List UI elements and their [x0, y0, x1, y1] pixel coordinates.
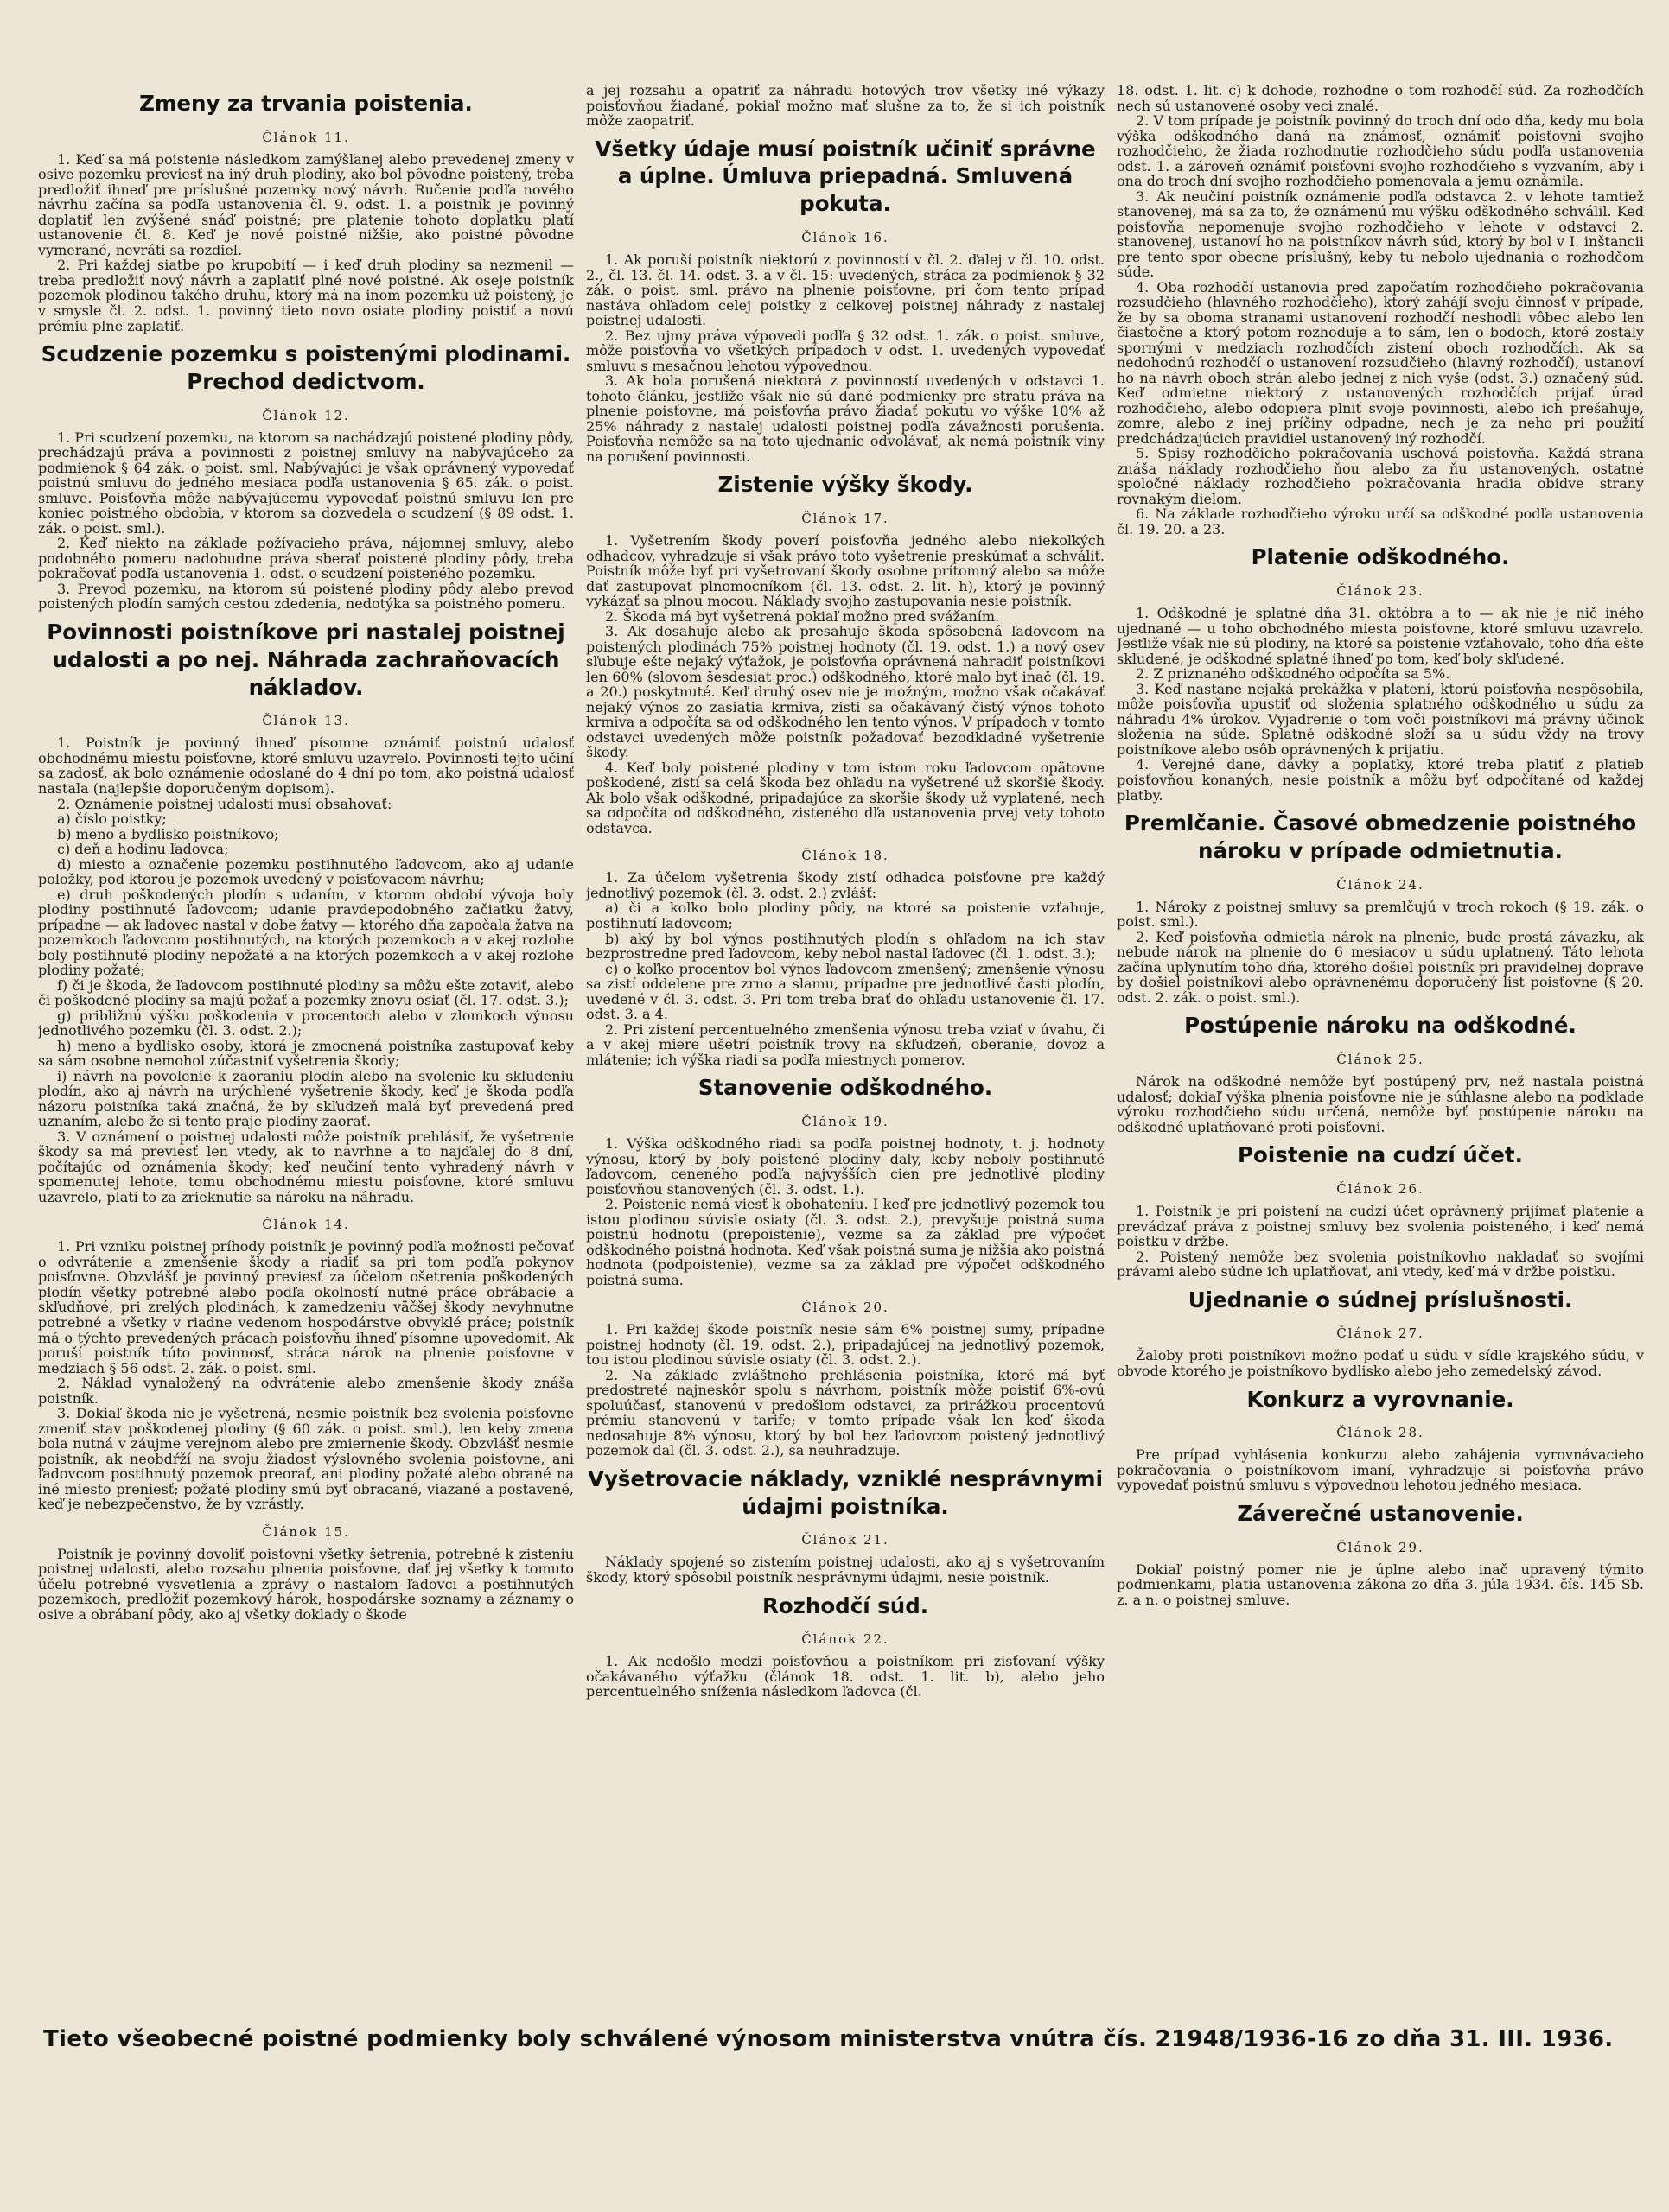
paragraph: 4. Oba rozhodčí ustanovia pred započatím rozhodčieho pokračovania rozsudčieho (hlavného rozhodčieho), ktorý zahájí svoju činnosť v prípade, že by sa oboma stranami ustanovení rozhodčí neshodli vôbec alebo len čiastočne a ktorý potom rozhoduje a to sám, len o bodoch, ktoré zostaly spornými v medziach rozhodčích zistení oboch rozhodčích. Ak sa nedohodnú rozhodčí o ustanovení rozsudčieho (hlavný rozhodčí), ustanoví ho na návrh oboch strán alebo jednej z nich vyše (odst. 3.) označený súd. Keď odmietne niektorý z ustanovených rozhodčích prijať úrad rozhodčieho, alebo odopiera plniť svoje povinnosti, alebo ich prešahuje, zomre, alebo z inej príčiny odpadne, nech je za neho pri použití predchádzajúcich pravidiel ustanovený iný rozhodčí. — [1117, 278, 1644, 447]
article-number: Článok 25. — [1336, 1052, 1424, 1068]
section-heading: Všetky údaje musí poistník učiniť správne a úplne. Úmluva priepadná. Smluvená pokuta. — [595, 136, 1096, 217]
paragraph: 2. V tom prípade je poistník povinný do troch dní odo dňa, kedy mu bola výška odškodného daná na známosť, oznámiť poisťovni svojho rozhodčieho, že žiada rozhodnutie rozhodčieho súdu podľa ustanovenia odst. 1. a zároveň oznámiť poisťovni svojho rozhodčieho s vyzvaním, aby i ona do troch dní svojho rozhodčieho pomenovala a jemu oznámila. — [1117, 112, 1644, 190]
text-columns — [38, 83, 1644, 2018]
paragraph: 3. Prevod pozemku, na ktorom sú poistené plodiny pôdy alebo prevod poistených plodín samých cestou zdedenia, nedotýka sa poistného pomeru. — [38, 580, 574, 613]
paragraph: Náklady spojené so zistením poistnej udalosti, ako aj s vyšetrovaním škody, ktorý spôsobil poistník nesprávnymi údajmi, nesie poistník. — [586, 1554, 1105, 1586]
section-heading: Zistenie výšky škody. — [717, 472, 973, 498]
paragraph: e) druh poškodených plodín s udaním, v ktorom období vývoja boly plodiny postihnuté ľadovcom; udanie pravdepodobného začiatku žatvy, prípadne — ak ľadovec nastal v dobe žatvy — ktorého dňa započala žatva na pozemkoch ľadovcom postihnutých, na ktorých pozemkoch a v akej rozlohe boly postihnuté plodiny nepožaté a na ktorých pozemkoch a v akej rozlohe plodiny požaté; — [38, 886, 574, 979]
paragraph: 4. Keď boly poistené plodiny v tom istom roku ľadovcom opätovne poškodené, zistí sa celá škoda bez ohľadu na vyšetrené už skoršie škody. Ak bolo však odškodné, pripadajúce za skoršie škody už vyplatené, nech sa odpočíta od odškodného, zisteného dľa ustanovenia prvej vety tohoto odstavca. — [586, 759, 1105, 836]
paragraph: 2. Škoda má byť vyšetrená pokiaľ možno pred svážaním. — [605, 607, 1000, 625]
section-heading: Zmeny za trvania poistenia. — [139, 91, 473, 116]
paragraph: 5. Spisy rozhodčieho pokračovania uschová poisťovňa. Každá strana znáša náklady rozhodčieho ňou alebo za ňu ustanovených, ostatné spoločné náklady rozhodčieho pokračovania hradia obidve strany rovnakým dielom. — [1117, 445, 1644, 507]
paragraph: 2. Poistený nemôže bez svolenia poistníkovho nakladať so svojími právami alebo súdne ich uplatňovať, ani vtedy, keď má v držbe poistku. — [1117, 1248, 1644, 1281]
paragraph: 18. odst. 1. lit. c) k dohode, rozhodne o tom rozhodčí súd. Za rozhodčích nech sú ustanovené osoby veci znalé. — [1117, 83, 1644, 114]
article-number: Článok 19. — [801, 1114, 889, 1129]
section-heading: Povinnosti poistníkove pri nastalej poistnej udalosti a po nej. Náhrada zachraňovacích nákladov. — [47, 619, 565, 700]
section-heading: Stanovenie odškodného. — [698, 1075, 993, 1101]
article-number: Článok 17. — [801, 511, 889, 527]
column-2 — [586, 83, 1105, 2018]
section-heading: Postúpenie nároku na odškodné. — [1184, 1013, 1577, 1039]
paragraph: a) číslo poistky; — [57, 810, 167, 828]
paragraph: 2. Poistenie nemá viesť k obohateniu. I keď pre jednotlivý pozemok tou istou plodinou súvisle osiaty (čl. 3. odst. 2.), prevyšuje poistná suma poistnú hodnotu (prepoistenie), vezme sa za základ pre výpočet odškodného poistná hodnota. Keď však poistná suma je nižšia ako poistná hodnota (podpoistenie), vezme sa za základ pre výpočet odškodného poistná suma. — [586, 1196, 1105, 1288]
paragraph: 1. Výška odškodného riadi sa podľa poistnej hodnoty, t. j. hodnoty výnosu, ktorý by boly poistené plodiny daly, keby neboly postihnuté ľadovcom, ceneného podľa najvyšších cien pre jednotlivé plodiny poisťovňou stanovených (čl. 3. odst. 1.). — [586, 1135, 1105, 1198]
footer-approval-note: Tieto všeobecné poistné podmienky boly schválené výnosom ministerstva vnútra čís. 21948/1936-16 zo dňa 31. III. 1936. — [43, 2026, 1614, 2052]
paragraph: a) či a koľko bolo plodiny pôdy, na ktoré sa poistenie vzťahuje, postihnutí ľadovcom; — [586, 899, 1105, 931]
paragraph: 1. Pri vzniku poistnej príhody poistník je povinný podľa možnosti pečovať o odvrátenie a zmenšenie škody a riadiť sa pri tom podľa pokynov poisťovne. Obzvlášť je povinný previesť za účelom ošetrenia poškodených plodín všetky potrebné alebo podľa okolností nutné práce obrábacie a skľudňové, pri zrelých plodinách, k zamedzeniu väčšej škody nevyhnutne potrebné a všetky v riadne vedenom hospodárstve obvyklé práce; poistník má o týchto prevedených prácach poisťovňu ihneď písomne upovedomiť. Ak poruší poistník túto povinnosť, stráca nárok na plnenie poisťovne v medziach § 56 odst. 2. zák. o poist. sml. — [38, 1238, 574, 1376]
paragraph: h) meno a bydlisko osoby, ktorá je zmocnená poistníka zastupovať keby sa sám osobne nemohol zúčastniť vyšetrenia škody; — [38, 1037, 574, 1070]
paragraph: 2. Pri každej siatbe po krupobití — i keď druh plodiny sa nezmenil — treba predložiť nový návrh a zaplatiť plné nové poistné. Ak oseje poistník pozemok plodinou takého druhu, ktorý má na inom pozemku už poistený, je v smysle čl. 2. odst. 1. povinný tieto novo osiate plodiny poistiť a novú prémiu plne zaplatiť. — [38, 257, 574, 334]
article-number: Článok 29. — [1336, 1539, 1424, 1555]
article-number: Článok 21. — [801, 1532, 889, 1548]
section-heading: Ujednanie o súdnej príslušnosti. — [1188, 1287, 1573, 1313]
paragraph: a jej rozsahu a opatriť za náhradu hotových trov všetky iné výkazy poisťovňou žiadané, pokiaľ možno mať slušne za to, že si ich poistník môže zaopatriť. — [586, 83, 1105, 130]
paragraph: Poistník je povinný dovoliť poisťovni všetky šetrenia, potrebné k zisteniu poistnej udalosti, alebo rozsahu plnenia poisťovne, dať jej všetky k tomuto účelu potrebné vysvetlenia a zprávy o nastalom ľadovci a postihnutých pozemkoch, predložiť pozemkový hárok, hospodárske soznamy a záznamy o osive a obrábaní pôdy, ako aj všetky doklady o škode — [38, 1545, 574, 1623]
paragraph: 2. Pri zistení percentuelného zmenšenia výnosu treba vziať v úvahu, či a v akej miere ušetrí poistník trovy na skľudzeň, oberanie, dovoz a mlátenie; ich výška riadi sa podľa miestnych pomerov. — [586, 1020, 1105, 1068]
paragraph: 1. Odškodné je splatné dňa 31. októbra a to — ak nie je nič iného ujednané — u toho obchodného miesta poisťovne, ktoré smluvu uzavrelo. Jestliže však nie sú plodiny, na ktoré sa poistenie vzťahovalo, toho dňa ešte skľudené, je odškodné splatné ihneď po tom, keď boly skľudené. — [1117, 605, 1644, 667]
paragraph: Žaloby proti poistníkovi možno podať u súdu v sídle krajského súdu, v obvode ktorého je poistníkovo bydlisko alebo jeho zemedelský závod. — [1117, 1347, 1644, 1379]
article-number: Článok 26. — [1336, 1181, 1424, 1198]
article-number: Článok 18. — [801, 848, 889, 864]
paragraph: 3. Dokiaľ škoda nie je vyšetrená, nesmie poistník bez svolenia poisťovne zmeniť stav poškodenej plodiny (§ 60 zák. o poist. sml.), len keby zmena bola nutná v záujme verejnom alebo pre zmiernenie škody. Obzvlášť nesmie poistník, ak neobdŕží na svoju žiadosť výslovného svolenia poisťovne, ani ľadovcom postihnutý pozemok preorať, ani plodiny požaté alebo obrané na iné miesto preniesť; požaté plodiny smú byť obracané, viazané a postavené, keď je nebezpečenstvo, že by vzrástly. — [38, 1405, 574, 1513]
paragraph: 1. Nároky z poistnej smluvy sa premlčujú v troch rokoch (§ 19. zák. o poist. sml.). — [1117, 898, 1644, 931]
article-number: Článok 20. — [801, 1300, 889, 1316]
paragraph: 3. Ak bola porušená niektorá z povinností uvedených v odstavci 1. tohoto článku, jestliže však nie sú dané podmienky pre stratu práva na plnenie poisťovne, má poisťovňa právo žiadať pokutu vo výške 10% až 25% náhrady z nastalej udalosti poistnej podľa závažnosti porušenia. Poisťovňa nemôže sa na toto ujednanie odvolávať, ak nemá poistník viny na porušení povinnosti. — [586, 372, 1105, 465]
paragraph: i) návrh na povolenie k zaoraniu plodín alebo na svolenie ku skľudeniu plodín, ako aj návrh na urýchlené vyšetrenie škody, keď je škoda podľa názoru poistníka taká značná, že by skľudzeň malá byť prevedená pred uznaním, alebo že si tento praje plodiny zaorať. — [38, 1067, 574, 1130]
section-heading: Poistenie na cudzí účet. — [1238, 1142, 1523, 1168]
section-heading: Platenie odškodného. — [1251, 544, 1510, 570]
article-number: Článok 12. — [262, 407, 350, 423]
paragraph: 1. Vyšetrením škody poverí poisťovňa jedného alebo niekoľkých odhadcov, vyhradzuje si však právo toto vyšetrenie preskúmať a schváliť. Poistník môže byť pri vyšetrovaní škody osobne prítomný alebo sa môže dať zastupovať plnomocníkom (čl. 13. odst. 2. lit. h), ktorý je povinný vykázať sa plnou mocou. Náklady svojho zastupovania nesie poistník. — [586, 532, 1105, 610]
article-number: Článok 11. — [262, 129, 350, 145]
paragraph: c) deň a hodinu ľadovca; — [57, 841, 229, 858]
article-number: Článok 16. — [801, 230, 889, 246]
paragraph: 1. Poistník je pri poistení na cudzí účet oprávnený prijímať platenie a prevádzať práva z poistnej smluvy bez svolenia poisteného, i keď nemá poistku v držbe. — [1117, 1203, 1644, 1250]
section-heading: Scudzenie pozemku s poistenými plodinami. Prechod dedictvom. — [41, 341, 571, 394]
paragraph: 1. Keď sa má poistenie následkom zamýšľanej alebo prevedenej zmeny v osive pozemku previesť na iný druh plodiny, ako bol pôvodne poistený, treba predložiť ihneď pre príslušné pozemky nový návrh. Ručenie podľa nového návrhu začína sa podľa ustanovenia čl. 9. odst. 1. a poistník je povinný doplatiť len zvýšené snáď poistné; pre platenie tohoto doplatku platí ustanovenie čl. 8. Keď je nové poistné nižšie, ako poistné pôvodne vymerané, nevráti sa rozdiel. — [38, 150, 574, 258]
paragraph: 1. Ak nedošlo medzi poisťovňou a poistníkom pri zisťovaní výšky očakávaného výťažku (článok 18. odst. 1. lit. b), alebo jeho percentuelného sníženia následkom ľadovca (čl. — [586, 1653, 1105, 1700]
paragraph: b) aký by bol výnos postihnutých plodín s ohľadom na ich stav bezprostredne pred ľadovcom, keby nebol nastal ľadovec (čl. 1. odst. 3.); — [586, 930, 1105, 963]
paragraph: 3. Keď nastane nejaká prekážka v platení, ktorú poisťovňa nespôsobila, môže poisťovňa upustiť od složenia splatného odškodného u súdu za náhradu 4% úrokov. Vyjadrenie o tom voči poistníkovi má právny účinok složenia na súde. Splatné odškodné složí sa u súdu vždy na trovy poistníkove alebo osôb oprávnených k prijatiu. — [1117, 680, 1644, 758]
paragraph: 2. Keď poisťovňa odmietla nárok na plnenie, bude prostá závazku, ak nebude nárok na plnenie do 6 mesiacov u súdu uplatnený. Táto lehota začína uplynutím toho dňa, ktorého došiel poistník pri pravidelnej doprave by došiel poistníkovi alebo oprávnenému doporučený list poisťovne (§ 20. odst. 2. zák. o poist. sml.). — [1117, 928, 1644, 1006]
article-number: Článok 23. — [1336, 583, 1424, 600]
article-number: Článok 14. — [262, 1217, 350, 1233]
paragraph: 3. Ak dosahuje alebo ak presahuje škoda spôsobená ľadovcom na poistených plodinách 75% poistnej hodnoty (čl. 19. odst. 1.) a nový osev sľubuje ešte nejaký výťažok, je poisťovňa oprávnená nahradiť poistníkovi len 60% (slovom šesdesiat proc.) odškodného, ktoré malo byť inač (čl. 19. a 20.) poskytnuté. Keď druhý osev nie je možným, možno však očakávať nejaký výnos zo zasiatia krmiva, zisti sa očakávaný čistý výnos tohoto krmiva a odpočíta sa od odškodného len tento výnos. V prípadoch v tomto odstavci uvedených môže poistník požadovať bezodkladné vyšetrenie škody. — [586, 623, 1105, 761]
paragraph: 1. Pri scudzení pozemku, na ktorom sa nachádzajú poistené plodiny pôdy, prechádzajú práva a povinnosti z poistnej smluvy na nabývajúceho za podmienok § 64 zák. o poist. sml. Nabývajúci je však oprávnený vypovedať poistnú smluvu do jedného mesiaca podľa ustanovenia § 65. zák. o poist. smluve. Poisťovňa môže nabývajúcemu vypovedať poistnú smluvu len pre koniec poistného obdobia, v ktorom sa dozvedela o scudzení (§ 89 odst. 1. zák. o poist. sml.). — [38, 429, 574, 537]
section-heading: Premlčanie. Časové obmedzenie poistného nároku v prípade odmietnutia. — [1124, 810, 1637, 863]
article-number: Článok 24. — [1336, 876, 1424, 893]
paragraph: 2. Bez ujmy práva výpovedi podľa § 32 odst. 1. zák. o poist. smluve, môže poisťovňa vo všetkých prípadoch v odst. 1. uvedených vypovedať smluvu s mesačnou lehotou výpovednou. — [586, 327, 1105, 374]
section-heading: Záverečné ustanovenie. — [1237, 1500, 1524, 1526]
paragraph: Pre prípad vyhlásenia konkurzu alebo zahájenia vyrovnávacieho pokračovania o poistníkovom imaní, vyhradzuje si poisťovňa právo vypovedať poistnú smluvu s výpovednou lehotou jedného mesiaca. — [1117, 1446, 1644, 1494]
section-heading: Konkurz a vyrovnanie. — [1246, 1386, 1514, 1412]
paragraph: 1. Pri každej škode poistník nesie sám 6% poistnej sumy, prípadne poistnej hodnoty (čl. 19. odst. 2.), pripadajúcej na jednotlivý pozemok, tou istou plodinou súvisle osiaty (čl. 3. odst. 2.). — [586, 1321, 1105, 1369]
paragraph: d) miesto a označenie pozemku postihnutého ľadovcom, ako aj udanie položky, pod ktorou je pozemok uvedený v poisťovacom návrhu; — [38, 855, 574, 888]
paragraph: 1. Poistník je povinný ihneď písomne oznámiť poistnú udalosť obchodnému miestu poisťovne, ktoré smluvu uzavrelo. Povinnosti tejto učiní sa zadosť, ak bolo oznámenie odoslané do 4 dní po tom, ako poistná udalosť nastala (najlepšie doporučeným dopisom). — [38, 734, 574, 797]
paragraph: Dokiaľ poistný pomer nie je úplne alebo inač upravený týmito podmienkami, platia ustanovenia zákona zo dňa 3. júla 1934. čís. 145 Sb. z. a n. o poistnej smluve. — [1117, 1560, 1644, 1608]
article-number: Článok 13. — [262, 713, 350, 729]
paragraph: Nárok na odškodné nemôže byť postúpený prv, než nastala poistná udalosť; dokiaľ výška plnenia poisťovne nie je súhlasne alebo na podklade výroku rozhodčieho súdu určená, nemôže byť postúpenie nároku na odškodné uplatňované proti poisťovni. — [1117, 1073, 1644, 1135]
column-3 — [1117, 83, 1644, 2018]
paragraph: c) o koľko procentov bol výnos ľadovcom zmenšený; zmenšenie výnosu sa zistí oddelene pre zrno a slamu, prípadne pre jednotlivé časti plodín, uvedené v čl. 3. odst. 3. Pri tom treba brať do ohľadu ustanovenie čl. 17. odst. 3. a 4. — [586, 960, 1105, 1023]
article-number: Článok 27. — [1336, 1325, 1424, 1342]
paragraph: 2. Z priznaného odškodného odpočíta sa 5%. — [1136, 665, 1450, 683]
paragraph: 1. Ak poruší poistník niektorú z povinností v čl. 2. ďalej v čl. 10. odst. 2., čl. 13. čl. 14. odst. 3. a v čl. 15: uvedených, stráca za podmienok § 32 zák. o poist. sml. právo na plnenie poisťovne, pri čom tento prípad nastáva ohľadom celej poistky z celkovej poistnej náhrady z nastalej poistnej udalosti. — [586, 251, 1105, 329]
paragraph: b) meno a bydlisko poistníkovo; — [57, 825, 279, 842]
article-number: Článok 22. — [801, 1631, 889, 1648]
paragraph: 3. V oznámení o poistnej udalosti môže poistník prehlásiť, že vyšetrenie škody sa má previesť len vtedy, ak to navrhne a to najďalej do 8 dní, počítajúc od oznámenia škody; keď neučiní tento vyhradený návrh v spomenutej lehote, tomu obchodnému miestu poisťovne, ktoré smluvu uzavrelo, platí to za zrieknutie sa nároku na náhradu. — [38, 1128, 574, 1205]
section-heading: Rozhodčí súd. — [761, 1592, 929, 1618]
paragraph: g) približnú výšku poškodenia v procentoch alebo v zlomkoch výnosu jednotlivého pozemku (čl. 3. odst. 2.); — [38, 1007, 574, 1039]
article-number: Článok 15. — [262, 1523, 350, 1540]
paragraph: 6. Na základe rozhodčieho výroku určí sa odškodné podľa ustanovenia čl. 19. 20. a 23. — [1117, 505, 1644, 537]
paragraph: 2. Oznámenie poistnej udalosti musí obsahovať: — [57, 795, 392, 812]
paragraph: 1. Za účelom vyšetrenia škody zistí odhadca poisťovne pre každý jednotlivý pozemok (čl. 3. odst. 2.) zvlášť: — [586, 869, 1105, 901]
paragraph: f) či je škoda, že ľadovcom postihnuté plodiny sa môžu ešte zotaviť, alebo či poškodené plodiny sa majú požať a pozemky znovu osiať (čl. 17. odst. 3.); — [38, 976, 574, 1009]
paragraph: 2. Keď niekto na základe požívacieho práva, nájomnej smluvy, alebo podobného pomeru nadobudne práva sberať poistené plodiny pôdy, treba pokračovať podľa ustanovenia 1. odst. o scudzení poisteného pozemku. — [38, 535, 574, 582]
paragraph: 4. Verejné dane, dávky a poplatky, ktoré treba platiť z platieb poisťovňou konaných, nesie poistník a môžu byť odpočítané od každej platby. — [1117, 756, 1644, 804]
section-heading: Vyšetrovacie náklady, vzniklé nesprávnymi údajmi poistníka. — [588, 1465, 1103, 1519]
article-number: Článok 28. — [1336, 1425, 1424, 1441]
paragraph: 2. Na základe zvláštneho prehlásenia poistníka, ktoré má byť predostreté najneskôr spolu s návrhom, poistník môže poistiť 6%-ovú spoluúčasť, stanovenú v predošlom odstavci, za prirážkou procentovú prémiu stanovenú v tarife; v tomto prípade však len keď škoda nedosahuje 8% výnosu, ktorý by bol bez ľadovcom poistený jednotlivý pozemok dal (čl. 3. odst. 2.), sa neuhradzuje. — [586, 1366, 1105, 1459]
paragraph: 2. Náklad vynaložený na odvrátenie alebo zmenšenie škody znáša poistník. — [38, 1375, 574, 1407]
paragraph: 3. Ak neučiní poistník oznámenie podľa odstavca 2. v lehote tamtiež stanovenej, má sa za to, že oznámenú mu výšku odškodného schválil. Keď poisťovňa nepomenuje svojho rozhodčieho v lehote v odstavci 2. stanovenej, ustanoví ho na poistníkov návrh súd, ktorý by bol v I. inštancii pre tento spor obecne príslušný, keby tu nebolo ujednania o rozhodčom súde. — [1117, 188, 1644, 281]
column-1 — [38, 83, 574, 2018]
